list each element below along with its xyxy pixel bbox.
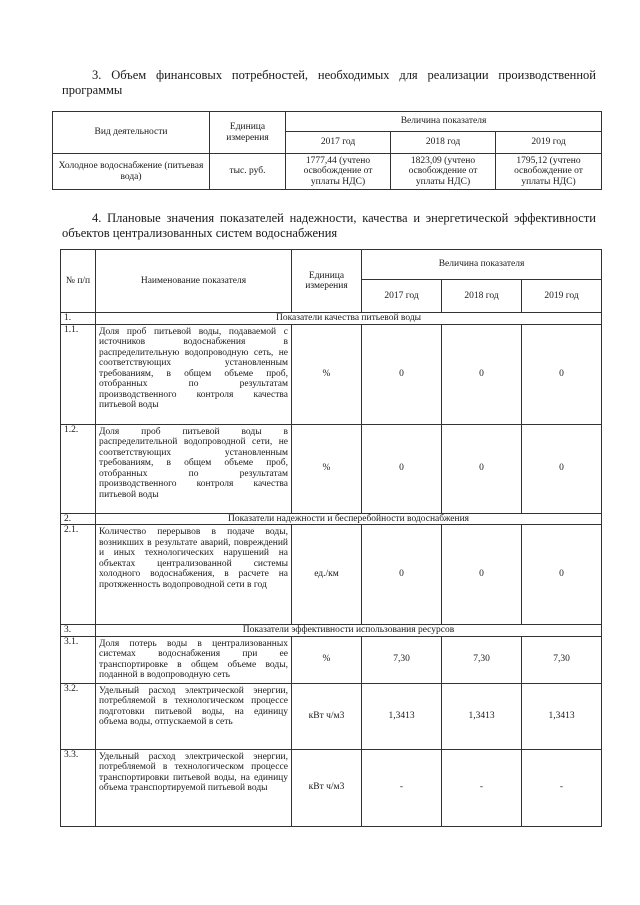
header-year-2018: 2018 год	[442, 280, 522, 313]
value-2017-cell: 1777,44 (учтено освобождение от уплаты НДС)	[286, 154, 391, 190]
row-num: 3.3.	[61, 749, 96, 826]
header-activity: Вид деятельности	[53, 112, 210, 154]
row-name: Доля проб питьевой воды, подаваемой с источников водоснабжения в распределительную водопроводную сеть, не соответствующих установленным требованиям, в общем объеме проб, отобранных по результатам производственного контроля качества питьевой воды	[96, 324, 292, 424]
row-value-2018: 7,30	[442, 636, 522, 683]
table-row	[61, 636, 602, 683]
row-unit: кВт ч/м3	[292, 683, 362, 749]
row-name: Удельный расход электрической энергии, потребляемой в технологическом процессе транспортировки питьевой воды, на единицу объема транспортируемой питьевой воды	[96, 749, 292, 826]
row-unit: %	[292, 424, 362, 513]
row-value-2019: 1,3413	[522, 683, 602, 749]
table-row	[53, 154, 602, 190]
table-row	[61, 424, 602, 513]
table-row	[61, 683, 602, 749]
row-name: Удельный расход электрической энергии, потребляемой в технологическом процессе подготовки питьевой воды, на единицу объема воды, отпускаемой в сеть	[96, 683, 292, 749]
indicators-table	[60, 249, 602, 827]
row-value-2018: 0	[442, 525, 522, 625]
row-value-2019: -	[522, 749, 602, 826]
row-value-2017: 7,30	[362, 636, 442, 683]
header-year-2018: 2018 год	[391, 132, 496, 154]
row-name: Доля потерь воды в централизованных системах водоснабжения при ее транспортировке в общем объеме воды, поданной в водопроводную сеть	[96, 636, 292, 683]
section-title: Показатели эффективности использования ресурсов	[96, 625, 602, 637]
row-value-2017: 0	[362, 424, 442, 513]
row-value-2017: 0	[362, 324, 442, 424]
row-value-2018: 0	[442, 324, 522, 424]
section-num: 3.	[61, 625, 96, 637]
value-2018-cell: 1823,09 (учтено освобождение от уплаты НДС)	[391, 154, 496, 190]
header-year-2019: 2019 год	[496, 132, 602, 154]
section-row	[61, 625, 602, 637]
header-value: Величина показателя	[286, 112, 602, 132]
activity-cell: Холодное водоснабжение (питьевая вода)	[53, 154, 210, 190]
section-row	[61, 313, 602, 325]
row-value-2017: 1,3413	[362, 683, 442, 749]
header-unit: Единица измерения	[210, 112, 286, 154]
row-unit: ед./км	[292, 525, 362, 625]
section-row	[61, 513, 602, 525]
section-3-heading: 3. Объем финансовых потребностей, необходимых для реализации производственной программы	[62, 68, 596, 97]
table-row	[61, 525, 602, 625]
section-4-heading: 4. Плановые значения показателей надежности, качества и энергетической эффективности объектов централизованных систем водоснабжения	[62, 211, 596, 240]
unit-cell: тыс. руб.	[210, 154, 286, 190]
header-name: Наименование показателя	[96, 250, 292, 313]
row-value-2018: 1,3413	[442, 683, 522, 749]
row-unit: кВт ч/м3	[292, 749, 362, 826]
section-title: Показатели надежности и бесперебойности водоснабжения	[96, 513, 602, 525]
value-2019-cell: 1795,12 (учтено освобождение от уплаты НДС)	[496, 154, 602, 190]
row-num: 1.2.	[61, 424, 96, 513]
section-title: Показатели качества питьевой воды	[96, 313, 602, 325]
row-num: 1.1.	[61, 324, 96, 424]
row-value-2018: 0	[442, 424, 522, 513]
row-unit: %	[292, 636, 362, 683]
row-num: 3.1.	[61, 636, 96, 683]
row-num: 3.2.	[61, 683, 96, 749]
header-value: Величина показателя	[362, 250, 602, 280]
row-value-2017: 0	[362, 525, 442, 625]
row-name: Доля проб питьевой воды в распределительной водопроводной сети, не соответствующих установленным требованиям, в общем объеме проб, отобранных по результатам производственного контроля качества питьевой воды	[96, 424, 292, 513]
section-num: 1.	[61, 313, 96, 325]
row-value-2019: 0	[522, 525, 602, 625]
table-row	[61, 749, 602, 826]
header-year-2017: 2017 год	[362, 280, 442, 313]
header-num: № п/п	[61, 250, 96, 313]
row-unit: %	[292, 324, 362, 424]
row-value-2019: 0	[522, 324, 602, 424]
header-year-2017: 2017 год	[286, 132, 391, 154]
table-row	[61, 324, 602, 424]
header-year-2019: 2019 год	[522, 280, 602, 313]
row-num: 2.1.	[61, 525, 96, 625]
row-value-2019: 7,30	[522, 636, 602, 683]
header-unit: Единица измерения	[292, 250, 362, 313]
row-value-2017: -	[362, 749, 442, 826]
row-name: Количество перерывов в подаче воды, возникших в результате аварий, повреждений и иных технологических нарушений на объектах централизованной системы холодного водоснабжения, в расчете на протяженность водопроводной сети в год	[96, 525, 292, 625]
row-value-2018: -	[442, 749, 522, 826]
row-value-2019: 0	[522, 424, 602, 513]
financial-needs-table	[52, 111, 602, 190]
section-num: 2.	[61, 513, 96, 525]
